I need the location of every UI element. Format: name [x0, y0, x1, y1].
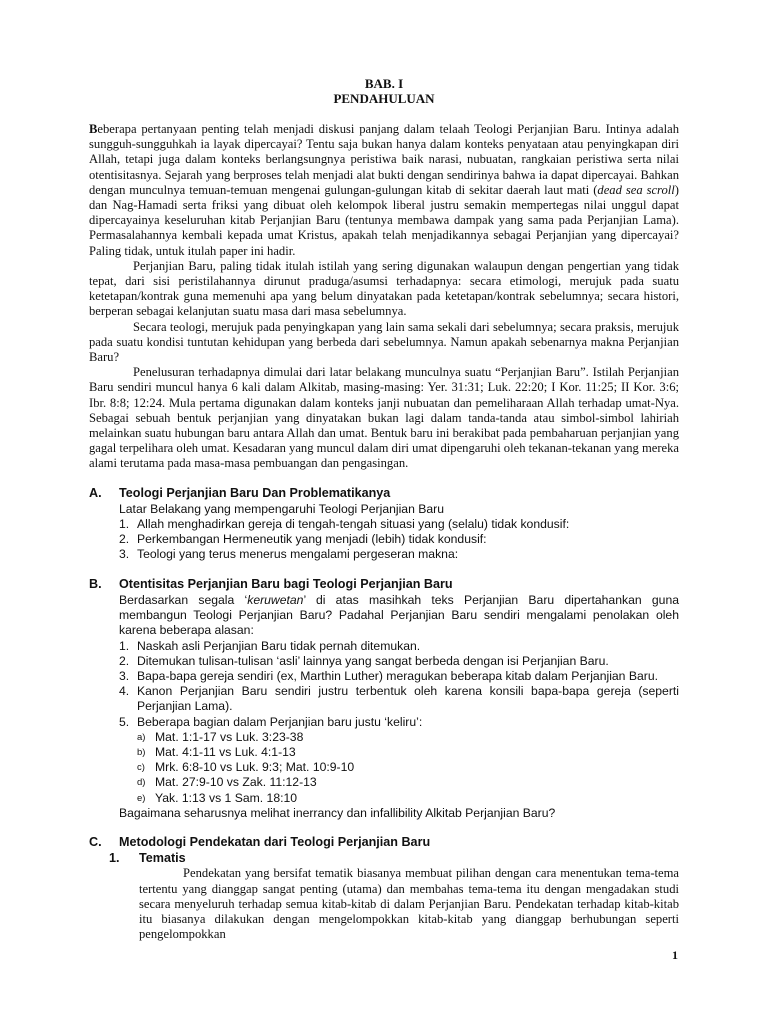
list-item: 1. Naskah asli Perjanjian Baru tidak pernah ditemukan.: [119, 638, 421, 653]
section-lead: Berdasarkan segala ‘keruwetan’ di atas masihkah teks Perjanjian Baru dipertahankan guna membangun Teologi Perjanjian Baru? Padahal Perjanjian Baru sendiri mengalami penolakan oleh karena beberapa alasan:: [119, 592, 679, 638]
subsection-title: Tematis: [139, 851, 186, 866]
section-c-body: [89, 866, 679, 942]
section-b-heading: [89, 577, 679, 592]
section-title: Otentisitas Perjanjian Baru bagi Teologi Perjanjian Baru: [119, 576, 453, 591]
section-c-heading: [89, 835, 679, 850]
chapter-label: BAB. I: [364, 76, 404, 91]
page-number: 1: [672, 948, 678, 962]
paragraph: Penelusuran terhadapnya dimulai dari latar belakang munculnya suatu “Perjanjian Baru”. Istilah Perjanjian Baru sendiri muncul hanya 6 kali dalam Alkitab, masing-masing: Yer. 31:31; Luk. 22:20; I Kor. 11:25; II Kor. 3:6; Ibr. 8:8; 12:24. Mula pertama digunakan dalam konteks janji nubuatan dan pemeliharaan Allah terhadap umat-Nya. Sebagai sebuah bentuk perjanjian yang dinyatakan bukan lagi dalam tanda-tanda atau simbol-simbol lahiriah melainkan suatu hubungan baru antara Allah dan umat. Bentuk baru ini berakibat pada pembaharuan perjanjian yang gagal terpelihara oleh umat. Kesadaran yang muncul dalam diri umat dipengaruhi oleh tekanan-tekanan yang mereka alami terutama pada masa-masa pembuangan dan pengasingan.: [89, 365, 679, 471]
paragraph: Secara teologi, merujuk pada penyingkapan yang lain sama sekali dari sebelumnya; secara praksis, merujuk pada suatu kondisi tuntutan kehidupan yang berbeda dari sebelumnya. Namun apakah sebenarnya makna Perjanjian Baru?: [89, 319, 679, 365]
intro-text-2: ) dan Nag-Hamadi serta friksi yang dibuat oleh kelompok liberal justru semakin mempertegas nilai unggul dapat dipercayainya keseluruhan kitab Perjanjian Baru (tentunya membawa dampak yang sama pada Perjanjian Lama). Permasalahannya kembali kepada umat Kristus, apakah telah menjadikannya sebagai Perjanjian yang dipercayai? Paling tidak, untuk itulah paper ini hadir.: [89, 182, 679, 258]
section-a-list: [119, 517, 679, 563]
section-a-body: [89, 502, 679, 563]
list-item: 4. Kanon Perjanjian Baru sendiri justru terbentuk oleh karena konsili bapa-bapa gereja (seperti Perjanjian Lama).: [119, 684, 679, 714]
subsection-heading: [89, 851, 679, 866]
list-item: 2. Ditemukan tulisan-tulisan ‘asli’ lainnya yang sangat berbeda dengan isi Perjanjian Baru.: [119, 653, 609, 668]
section-b-sublist: [119, 730, 679, 806]
sub-list-item: e) Yak. 1:13 vs 1 Sam. 18:10: [137, 790, 298, 805]
intro-paragraph: [89, 122, 679, 259]
list-item: 3. Teologi yang terus menerus mengalami pergeseran makna:: [119, 547, 459, 562]
list-item: 1. Allah menghadirkan gereja di tengah-tengah situasi yang (selalu) tidak kondusif:: [119, 517, 570, 532]
sub-list-item: c) Mrk. 6:8-10 vs Luk. 9:3; Mat. 10:9-10: [137, 760, 355, 775]
subsection-number: 1.: [109, 851, 120, 866]
section-a-heading: [89, 486, 679, 501]
section-closing: Bagaimana seharusnya melihat inerrancy dan infallibility Alkitab Perjanjian Baru?: [119, 805, 556, 820]
list-item: 5. Beberapa bagian dalam Perjanjian baru justu ‘keliru’:: [119, 714, 423, 729]
document-page: [89, 76, 679, 942]
page-title: PENDAHULUAN: [333, 91, 435, 106]
intro-italic: dead sea scroll: [597, 182, 675, 197]
paragraph: Pendekatan yang bersifat tematik biasanya membuat pilihan dengan cara menentukan tema-tema tertentu yang dianggap sangat penting (utama) dan membahas tema-tema itu dengan mengadakan studi secara menyeluruh terhadap semua kitab-kitab di dalam Perjanjian Baru. Pendekatan terhadap kitab-kitab itu biasanya dilakukan dengan mengelompokkan kitab-kitab yang dianggap berhubungan seperti pengelompokkan: [139, 866, 679, 942]
sub-list-item: a) Mat. 1:1-17 vs Luk. 3:23-38: [137, 729, 304, 744]
section-title: Metodologi Pendekatan dari Teologi Perjanjian Baru: [119, 834, 431, 849]
intro-text: eberapa pertanyaan penting telah menjadi diskusi panjang dalam telaah Teologi Perjanjian Baru. Intinya adalah sungguh-sungguhkah ia layak dipercayai? Tentu saja bukan hanya dalam konteks penyataan atau penyingkapan diri Allah, tetapi juga dalam konteks berlangsungnya peristiwa baik narasi, nubuatan, rangkaian peristiwa serta nilai otentisitasnya. Sejarah yang berproses telah menjadi alat bukti dengan sendirinya bahwa ia dapat dipercayai. Bahkan dengan munculnya temuan-temuan mengenai gulungan-gulungan kitab di sekitar daerah laut mati (: [89, 122, 679, 197]
section-b-body: [89, 593, 679, 821]
sub-list-item: d) Mat. 27:9-10 vs Zak. 11:12-13: [137, 775, 317, 790]
section-letter: A.: [89, 485, 102, 500]
section-b-list: [119, 639, 679, 730]
paragraph: Perjanjian Baru, paling tidak itulah istilah yang sering digunakan walaupun dengan pengertian yang tidak tepat, dari sisi peristilahannya dirunut praduga/asumsi terhadapnya: secara etimologi, merujuk pada suatu ketetapan/kontrak guna memenuhi apa yang belum dinyatakan pada ketetapan/kontrak sebelumnya; secara histori, berperan sebagai kelanjutan suatu masa dari masa sebelumnya.: [89, 258, 679, 319]
drop-letter: B: [89, 122, 98, 136]
section-title: Teologi Perjanjian Baru Dan Problematikanya: [119, 485, 391, 500]
section-letter: B.: [89, 576, 102, 591]
section-lead: Latar Belakang yang mempengaruhi Teologi Perjanjian Baru: [119, 501, 444, 516]
list-item: 2. Perkembangan Hermeneutik yang menjadi (lebih) tidak kondusif:: [119, 532, 487, 547]
list-item: 3. Bapa-bapa gereja sendiri (ex, Marthin Luther) meragukan beberapa kitab dalam Perjanjian Baru.: [119, 668, 658, 683]
sub-list-item: b) Mat. 4:1-11 vs Luk. 4:1-13: [137, 744, 296, 759]
section-letter: C.: [89, 834, 102, 849]
